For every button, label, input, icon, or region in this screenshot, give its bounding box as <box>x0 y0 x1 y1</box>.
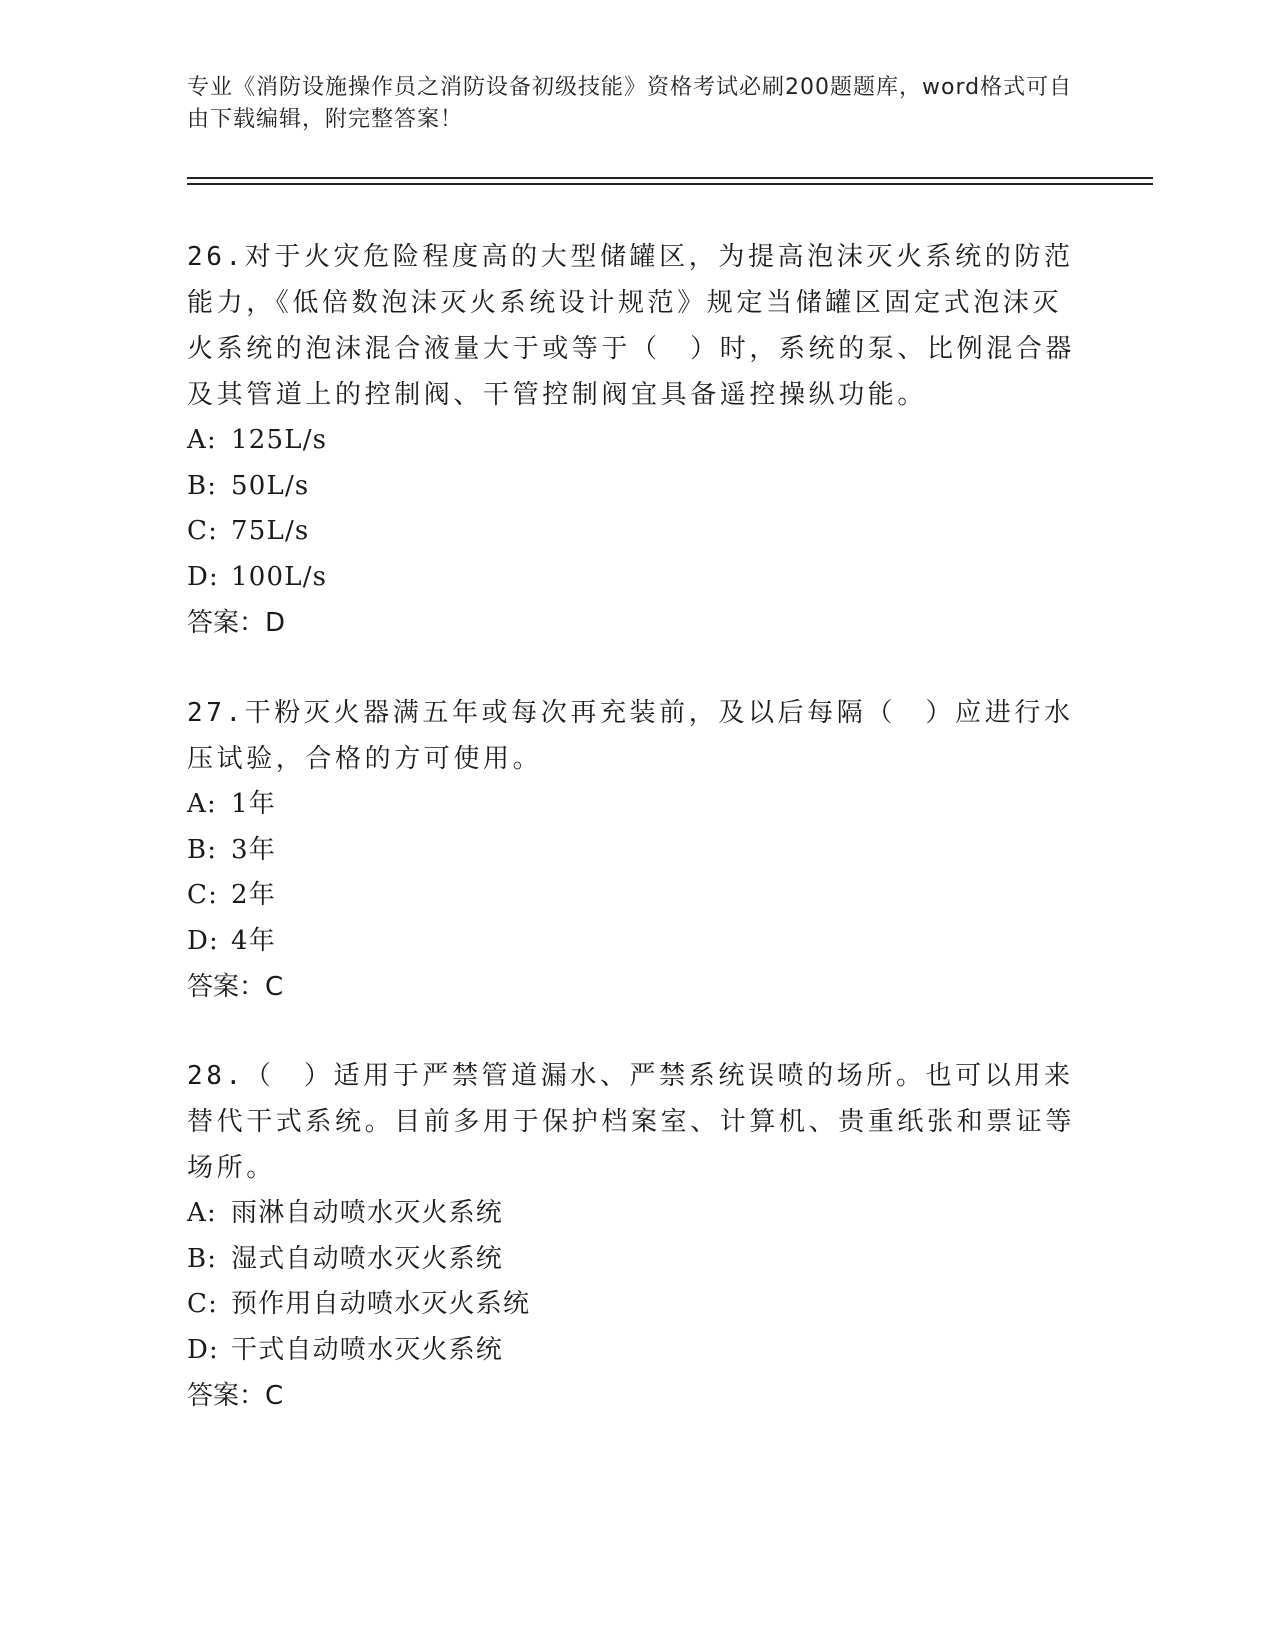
option-key: B: <box>187 1243 218 1274</box>
option-key: A: <box>187 425 217 455</box>
option-d <box>187 919 1087 965</box>
question-28 <box>187 1053 1087 1419</box>
option-text: 3年 <box>231 834 276 865</box>
option-a <box>187 1191 1087 1237</box>
option-key: D: <box>187 1334 220 1365</box>
question-stem: 26.对于火灾危险程度高的大型储罐区，为提高泡沫灭火系统的防范能力，《低倍数泡沫灭火系统设计规范》规定当储罐区固定式泡沫灭火系统的泡沫混合液量大于或等于（ ）时，系统的泵、比例混合器及其管道上的控制阀、干管控制阀宜具备遥控操纵功能。 <box>187 242 1076 410</box>
option-text: 100L/s <box>231 561 328 592</box>
option-text: 4年 <box>231 925 276 956</box>
option-c <box>187 509 1087 555</box>
option-text: 2年 <box>231 880 276 910</box>
option-c <box>187 1282 1087 1328</box>
option-text: 干式自动喷水灭火系统 <box>231 1334 504 1365</box>
option-text: 预作用自动喷水灭火系统 <box>231 1289 531 1319</box>
option-b <box>187 464 1087 510</box>
option-b <box>187 828 1087 874</box>
option-text: 125L/s <box>231 425 328 455</box>
option-a <box>187 418 1087 464</box>
question-26 <box>187 234 1087 646</box>
option-key: D: <box>187 925 220 956</box>
option-c <box>187 873 1087 919</box>
option-text: 湿式自动喷水灭火系统 <box>231 1243 504 1274</box>
option-key: C: <box>187 880 219 910</box>
option-a <box>187 782 1087 828</box>
option-d <box>187 555 1087 601</box>
header-divider-bottom <box>187 183 1153 185</box>
answer-line: 答案：C <box>187 1381 284 1411</box>
answer-line: 答案：D <box>187 608 286 638</box>
option-key: B: <box>187 834 218 865</box>
option-text: 雨淋自动喷水灭火系统 <box>231 1198 504 1228</box>
option-text: 50L/s <box>231 470 310 501</box>
answer-line: 答案：C <box>187 972 284 1002</box>
question-27 <box>187 690 1087 1010</box>
option-text: 1年 <box>231 789 276 819</box>
option-key: B: <box>187 470 218 501</box>
option-d <box>187 1328 1087 1374</box>
option-b <box>187 1237 1087 1283</box>
header-divider-top <box>187 177 1153 179</box>
option-key: A: <box>187 1198 217 1228</box>
document-header: 专业《消防设施操作员之消防设备初级技能》资格考试必刷200题题库，word格式可自由下载编辑，附完整答案！ <box>187 75 1073 132</box>
question-stem: 27.干粉灭火器满五年或每次再充装前，及以后每隔（ ）应进行水压试验，合格的方可使用。 <box>187 698 1074 774</box>
option-key: C: <box>187 516 219 546</box>
question-stem: 28.（ ）适用于严禁管道漏水、严禁系统误喷的场所。也可以用来替代干式系统。目前多用于保护档案室、计算机、贵重纸张和票证等场所。 <box>187 1061 1076 1183</box>
option-key: A: <box>187 789 217 819</box>
option-key: D: <box>187 561 220 592</box>
option-key: C: <box>187 1289 219 1319</box>
option-text: 75L/s <box>231 516 310 546</box>
